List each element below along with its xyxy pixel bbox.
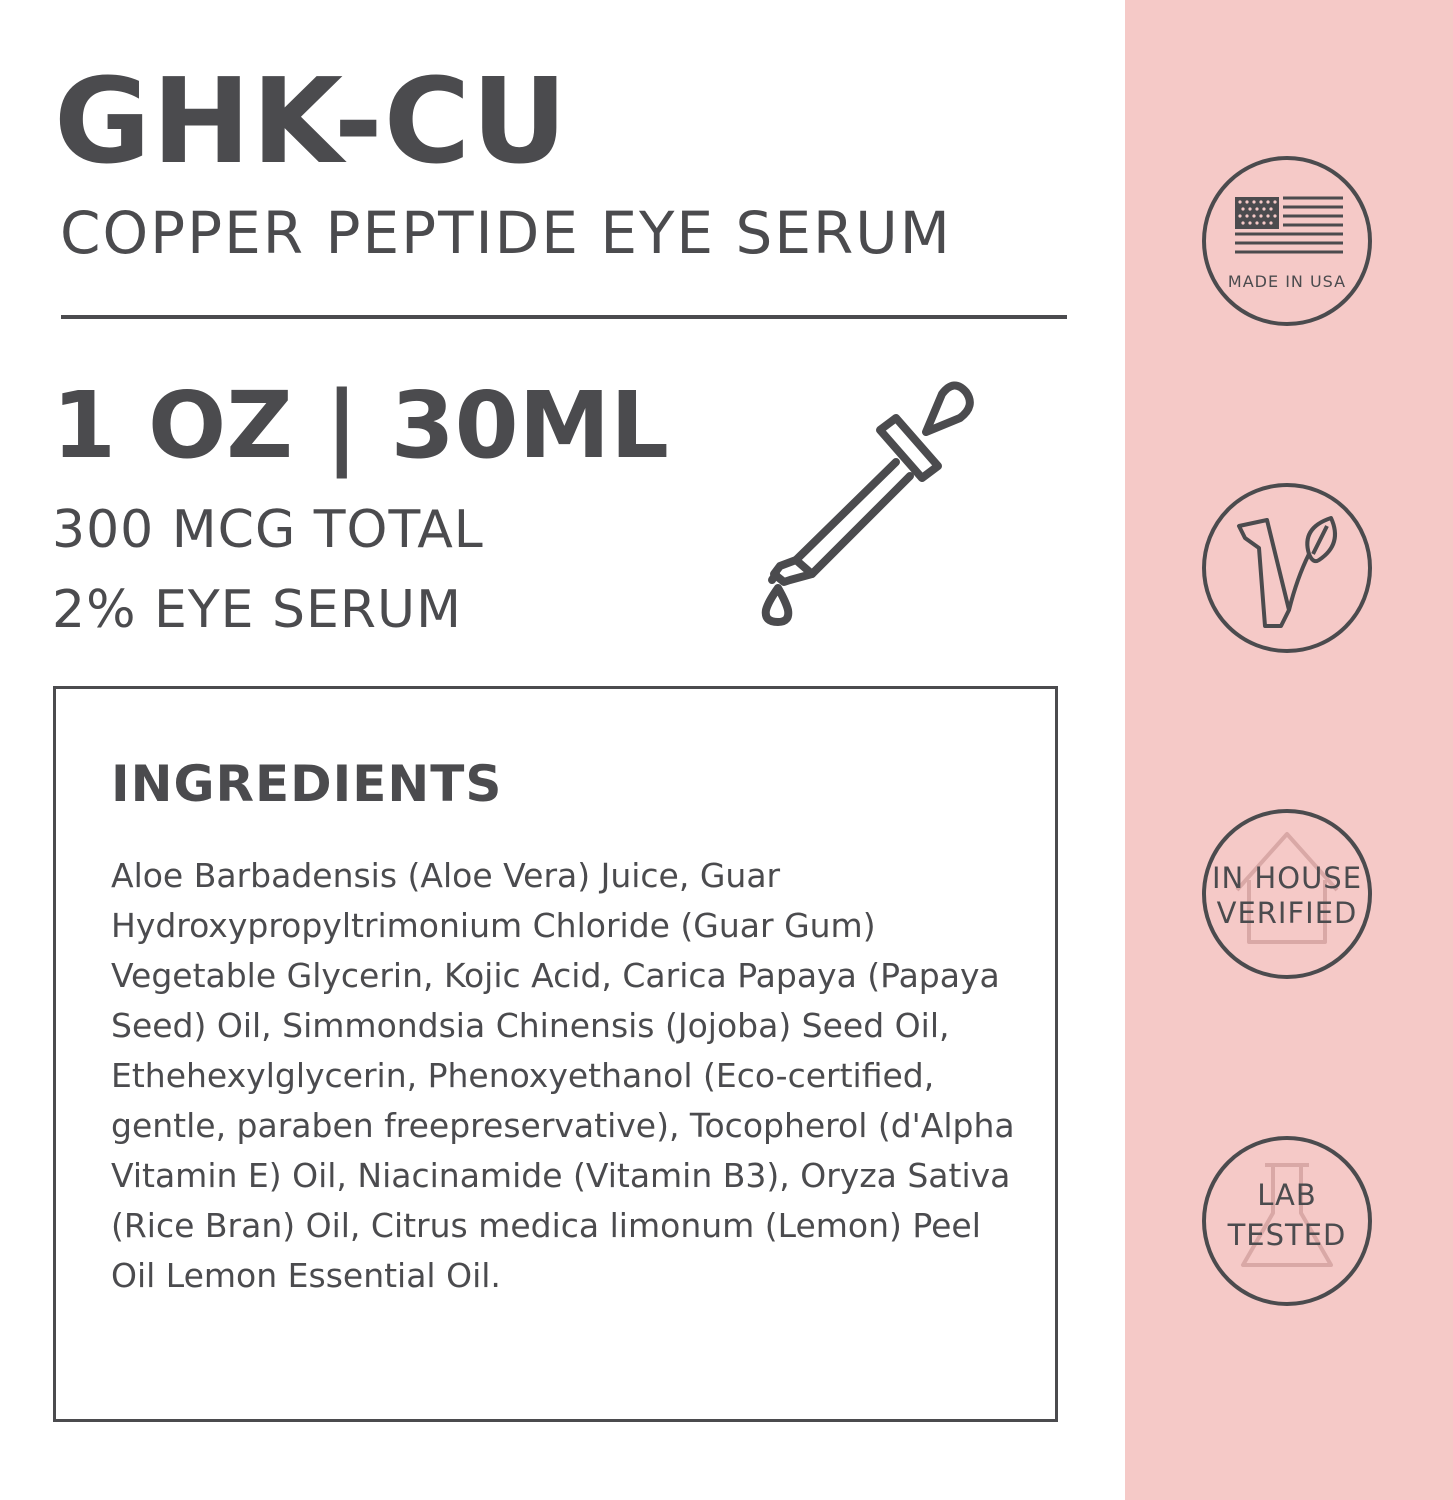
- product-title: GHK-CU: [54, 52, 569, 190]
- product-subtitle: COPPER PEPTIDE EYE SERUM: [60, 199, 952, 267]
- in-house-verified-badge: [1201, 808, 1373, 980]
- verified-label: VERIFIED: [1216, 896, 1358, 930]
- lab-label: LAB: [1257, 1178, 1317, 1212]
- ingredients-list: Aloe Barbadensis (Aloe Vera) Juice, Guar Hydroxypropyltrimonium Chloride (Guar Gum) Vegetable Glycerin, Kojic Acid, Carica Papaya (Papaya Seed) Oil, Simmondsia Chinensis (Jojoba) Seed Oil, Ethehexylglycerin, Phenoxyethanol (Eco-certified, gentle, paraben freepreservative), Tocopherol (d'Alpha Vitamin E) Oil, Niacinamide (Vitamin B3), Oryza Sativa (Rice Bran) Oil, Citrus medica limonum (Lemon) Peel Oil Lemon Essential Oil.: [111, 856, 1015, 1295]
- made-in-usa-badge: [1201, 155, 1373, 327]
- dropper-icon: [740, 370, 990, 640]
- us-flag-icon: [1201, 155, 1373, 327]
- ingredients-heading: INGREDIENTS: [111, 755, 503, 813]
- vegan-leaf-icon: [1201, 482, 1373, 654]
- product-volume: 1 OZ | 30ML: [52, 372, 669, 479]
- tested-label: TESTED: [1227, 1218, 1347, 1252]
- vegan-badge: [1201, 482, 1373, 654]
- in-house-label: IN HOUSE: [1211, 861, 1363, 895]
- product-total: 300 MCG TOTAL: [52, 500, 484, 560]
- made-in-usa-label: MADE IN USA: [1227, 272, 1347, 291]
- header-divider: [61, 315, 1067, 319]
- product-concentration: 2% EYE SERUM: [52, 580, 462, 640]
- ingredients-box: [53, 686, 1058, 1422]
- lab-tested-badge: [1201, 1135, 1373, 1307]
